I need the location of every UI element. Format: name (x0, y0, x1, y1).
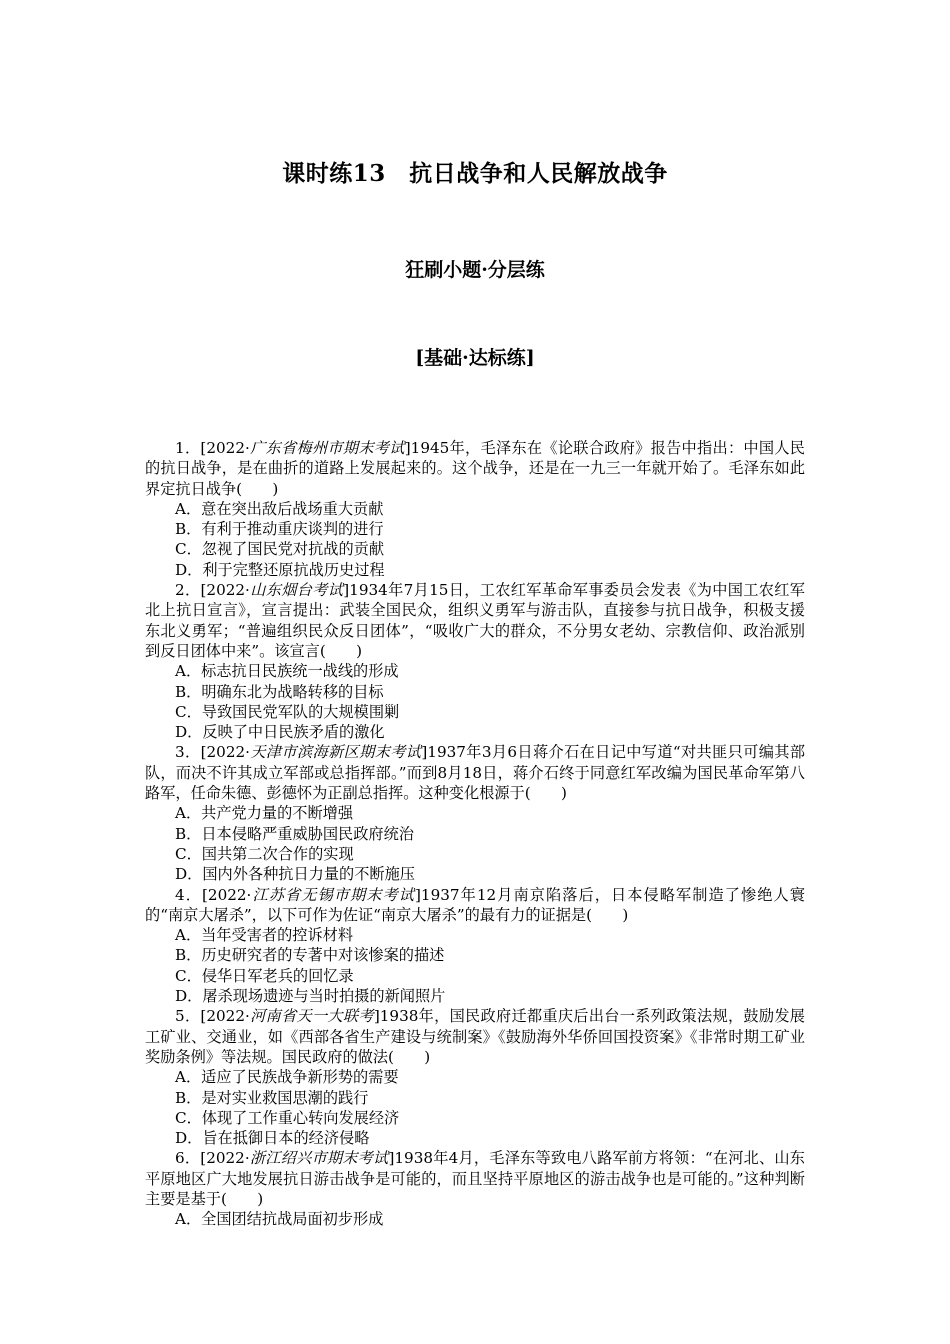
option-b[interactable]: B．日本侵略严重威胁国民政府统治 (175, 824, 414, 843)
question-stem (145, 1148, 805, 1209)
question-number: 2．[2022· (175, 581, 250, 600)
option-d[interactable]: D．旨在抵御日本的经济侵略 (175, 1129, 370, 1148)
question-stem (145, 742, 805, 803)
question-1 (145, 438, 805, 580)
question-list (145, 438, 805, 1230)
option-b[interactable]: B．历史研究者的专著中对该惨案的描述 (175, 946, 445, 965)
option-c[interactable]: C．导致国民党军队的大规模围剿 (175, 702, 400, 721)
question-text: ]1937年3月6日蒋介石在日记中写道“对共匪只可编其部队，而决不许其成立军部或总指挥部。”而到8月18日，蒋介石终于同意红军改编为国民革命军第八路军，任命朱德、彭德怀为正副总指挥。这种变化根源于( ) (145, 743, 806, 803)
question-source: 天津市滨海新区期末考试 (249, 743, 422, 762)
option-a[interactable]: A．当年受害者的控诉材料 (175, 926, 354, 945)
option-a[interactable]: A．共产党力量的不断增强 (175, 804, 354, 823)
question-3 (145, 742, 805, 884)
question-stem (145, 885, 805, 926)
section-heading: [基础·达标练] (415, 347, 535, 369)
question-number: 3．[2022· (175, 743, 250, 762)
question-source: 山东烟台考试 (249, 581, 344, 600)
question-text: ]1937年12月南京陷落后，日本侵略军制造了惨绝人寰的“南京大屠杀”，以下可作为佐证“南京大屠杀”的最有力的证据是( ) (145, 885, 805, 924)
option-d[interactable]: D．国内外各种抗日力量的不断施压 (175, 865, 415, 884)
option-a[interactable]: A．适应了民族战争新形势的需要 (175, 1068, 399, 1087)
option-d[interactable]: D．反映了中日民族矛盾的激化 (175, 723, 385, 742)
question-6 (145, 1148, 805, 1229)
question-stem (145, 1006, 805, 1067)
option-a[interactable]: A．标志抗日民族统一战线的形成 (175, 662, 399, 681)
page-title: 课时练13 抗日战争和人民解放战争 (282, 160, 668, 187)
question-stem (145, 438, 805, 499)
question-source: 河南省天一大联考 (249, 1007, 374, 1026)
option-b[interactable]: B．明确东北为战略转移的目标 (175, 682, 384, 701)
option-a[interactable]: A．全国团结抗战局面初步形成 (175, 1210, 384, 1229)
option-d[interactable]: D．屠杀现场遗迹与当时拍摄的新闻照片 (175, 987, 446, 1006)
question-number: 6．[2022· (175, 1149, 250, 1168)
option-b[interactable]: B．是对实业救国思潮的践行 (175, 1088, 369, 1107)
question-source: 浙江绍兴市期末考试 (249, 1149, 389, 1168)
question-5 (145, 1006, 805, 1148)
option-c[interactable]: C．体现了工作重心转向发展经济 (175, 1108, 400, 1127)
option-b[interactable]: B．有利于推动重庆谈判的进行 (175, 520, 384, 539)
question-number: 4．[2022· (175, 885, 252, 904)
option-c[interactable]: C．侵华日军老兵的回忆录 (175, 966, 354, 985)
question-text: ]1934年7月15日，工农红军革命军事委员会发表《为中国工农红军北上抗日宣言》，宣言提出：武装全国民众，组织义勇军与游击队，直接参与抗日战争，积极支援东北义勇军；“普遍组织民众反日团体”，“吸收广大的群众，不分男女老幼、宗教信仰、政治派别到反日团体中来”。该宣言( ) (145, 581, 805, 660)
question-4 (145, 885, 805, 1007)
question-number: 5．[2022· (175, 1007, 250, 1026)
option-a[interactable]: A．意在突出敌后战场重大贡献 (175, 499, 384, 518)
option-d[interactable]: D．利于完整还原抗战历史过程 (175, 560, 385, 579)
question-number: 1．[2022· (175, 439, 250, 457)
question-source: 广东省梅州市期末考试 (249, 439, 405, 457)
question-text: ]1938年4月，毛泽东等致电八路军前方将领：“在河北、山东平原地区广大地发展抗日游击战争是可能的，而且坚持平原地区的游击战争也是可能的。”这种判断主要是基于( ) (145, 1149, 805, 1208)
option-c[interactable]: C．国共第二次合作的实现 (175, 844, 354, 863)
page-subtitle: 狂刷小题·分层练 (405, 259, 545, 281)
question-text: ]1938年，国民政府迁都重庆后出台一系列政策法规，鼓励发展工矿业、交通业，如《西部各省生产建设与统制案》《鼓励海外华侨回国投资案》《非常时期工矿业奖励条例》等法规。国民政府的做法( ) (145, 1007, 805, 1066)
option-c[interactable]: C．忽视了国民党对抗战的贡献 (175, 540, 385, 559)
question-text: ]1945年，毛泽东在《论联合政府》报告中指出：中国人民的抗日战争，是在曲折的道路上发展起来的。这个战争，还是在一九三一年就开始了。毛泽东如此界定抗日战争( ) (145, 439, 805, 498)
question-source: 江苏省无锡市期末考试 (251, 885, 415, 904)
question-2 (145, 580, 805, 742)
question-stem (145, 580, 805, 661)
